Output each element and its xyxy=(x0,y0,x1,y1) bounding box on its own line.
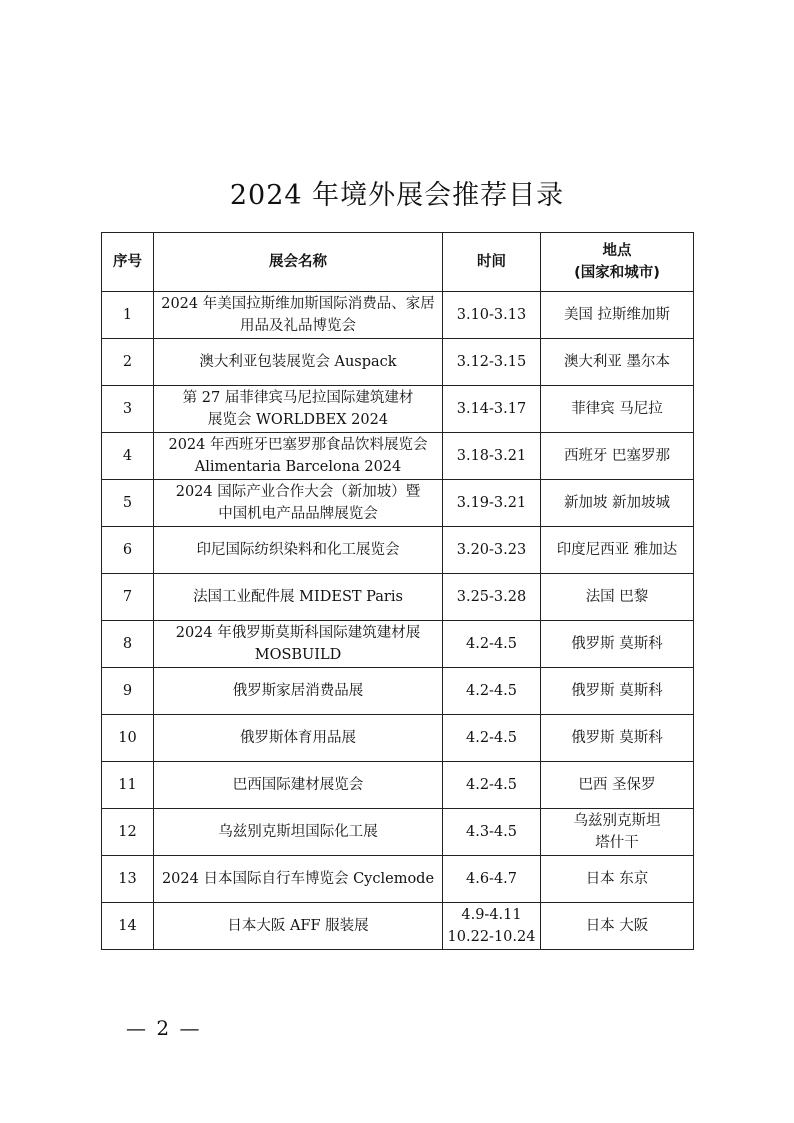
cell-name-line: 澳大利亚包装展览会 Auspack xyxy=(199,354,397,370)
page-number: — 2 — xyxy=(126,1016,202,1040)
cell-name xyxy=(154,339,443,386)
cell-place xyxy=(541,809,694,856)
table-row xyxy=(102,762,694,809)
cell-name-line: 2024 年美国拉斯维加斯国际消费品、家居 xyxy=(161,296,435,312)
cell-place-line: 巴西 圣保罗 xyxy=(578,777,656,793)
cell-name-line: 法国工业配件展 MIDEST Paris xyxy=(193,589,403,605)
header-place-line1: 地点 xyxy=(602,243,632,259)
cell-time xyxy=(443,762,541,809)
cell-no: 8 xyxy=(102,621,154,668)
cell-place-line: 塔什干 xyxy=(595,835,639,851)
cell-time-line: 3.20-3.23 xyxy=(456,542,527,558)
cell-time-line: 4.2-4.5 xyxy=(465,683,518,699)
cell-no: 13 xyxy=(102,856,154,903)
cell-place xyxy=(541,339,694,386)
cell-place xyxy=(541,903,694,950)
cell-time-line: 3.19-3.21 xyxy=(456,495,527,511)
table-header-row xyxy=(102,233,694,292)
cell-place xyxy=(541,527,694,574)
cell-name xyxy=(154,433,443,480)
header-no: 序号 xyxy=(102,233,154,292)
cell-time-line: 3.10-3.13 xyxy=(456,307,527,323)
table-row xyxy=(102,621,694,668)
cell-place-line: 印度尼西亚 雅加达 xyxy=(556,542,678,558)
cell-name xyxy=(154,386,443,433)
cell-name-line: 2024 国际产业合作大会（新加坡）暨 xyxy=(175,484,421,500)
cell-time-line: 3.18-3.21 xyxy=(456,448,527,464)
cell-place xyxy=(541,292,694,339)
cell-time xyxy=(443,386,541,433)
table-row xyxy=(102,668,694,715)
cell-no: 7 xyxy=(102,574,154,621)
cell-place xyxy=(541,386,694,433)
cell-time xyxy=(443,856,541,903)
cell-place xyxy=(541,433,694,480)
cell-name-line: 巴西国际建材展览会 xyxy=(232,777,364,793)
cell-name-line: 2024 年俄罗斯莫斯科国际建筑建材展 xyxy=(175,625,421,641)
cell-place-line: 乌兹别克斯坦 xyxy=(573,813,661,829)
cell-name xyxy=(154,856,443,903)
header-place-line2: (国家和城市) xyxy=(574,265,660,281)
cell-name-line: 俄罗斯体育用品展 xyxy=(240,730,356,746)
cell-place xyxy=(541,715,694,762)
cell-time xyxy=(443,903,541,950)
cell-time xyxy=(443,433,541,480)
cell-place-line: 日本 大阪 xyxy=(585,918,649,934)
table-row xyxy=(102,903,694,950)
cell-no: 11 xyxy=(102,762,154,809)
cell-time xyxy=(443,621,541,668)
cell-time-line: 4.2-4.5 xyxy=(465,636,518,652)
table-row xyxy=(102,386,694,433)
cell-name-line: 乌兹别克斯坦国际化工展 xyxy=(218,824,378,840)
cell-place-line: 俄罗斯 莫斯科 xyxy=(571,636,663,652)
cell-time-line: 4.9-4.11 xyxy=(461,907,522,923)
table-row xyxy=(102,292,694,339)
cell-no: 6 xyxy=(102,527,154,574)
cell-time-line: 3.12-3.15 xyxy=(456,354,527,370)
cell-name xyxy=(154,292,443,339)
header-name: 展会名称 xyxy=(154,233,443,292)
cell-place-line: 新加坡 新加坡城 xyxy=(563,495,671,511)
cell-time-line: 3.25-3.28 xyxy=(456,589,527,605)
cell-time xyxy=(443,668,541,715)
cell-name xyxy=(154,668,443,715)
cell-place xyxy=(541,480,694,527)
cell-name xyxy=(154,715,443,762)
cell-time-line: 4.2-4.5 xyxy=(465,777,518,793)
cell-no: 12 xyxy=(102,809,154,856)
cell-no: 4 xyxy=(102,433,154,480)
cell-name-line: MOSBUILD xyxy=(254,647,342,663)
table-row xyxy=(102,339,694,386)
cell-name-line: 第 27 届菲律宾马尼拉国际建筑建材 xyxy=(182,390,414,406)
cell-name-line: 中国机电产品品牌展览会 xyxy=(218,506,378,522)
cell-name xyxy=(154,903,443,950)
cell-name xyxy=(154,762,443,809)
cell-time xyxy=(443,715,541,762)
table-row xyxy=(102,715,694,762)
cell-time xyxy=(443,339,541,386)
table-row xyxy=(102,527,694,574)
cell-place-line: 法国 巴黎 xyxy=(585,589,649,605)
cell-no: 5 xyxy=(102,480,154,527)
cell-place xyxy=(541,574,694,621)
page-title: 2024 年境外展会推荐目录 xyxy=(229,180,565,211)
cell-name xyxy=(154,809,443,856)
cell-place-line: 澳大利亚 墨尔本 xyxy=(563,354,671,370)
cell-time-line: 3.14-3.17 xyxy=(456,401,527,417)
header-place xyxy=(541,233,694,292)
cell-place xyxy=(541,668,694,715)
table-row xyxy=(102,809,694,856)
cell-name-line: 2024 年西班牙巴塞罗那食品饮料展览会 xyxy=(168,437,428,453)
cell-name-line: Alimentaria Barcelona 2024 xyxy=(194,459,402,475)
table-row xyxy=(102,433,694,480)
cell-no: 1 xyxy=(102,292,154,339)
cell-name-line: 日本大阪 AFF 服装展 xyxy=(227,918,369,934)
cell-name-line: 展览会 WORLDBEX 2024 xyxy=(207,412,389,428)
cell-name-line: 用品及礼品博览会 xyxy=(240,318,356,334)
cell-name-line: 俄罗斯家居消费品展 xyxy=(232,683,364,699)
cell-place xyxy=(541,621,694,668)
cell-name xyxy=(154,480,443,527)
cell-place xyxy=(541,762,694,809)
cell-time xyxy=(443,527,541,574)
cell-place-line: 美国 拉斯维加斯 xyxy=(563,307,671,323)
cell-name xyxy=(154,574,443,621)
cell-name-line: 印尼国际纺织染料和化工展览会 xyxy=(196,542,400,558)
cell-time-line: 4.6-4.7 xyxy=(465,871,518,887)
cell-place-line: 俄罗斯 莫斯科 xyxy=(571,683,663,699)
cell-no: 10 xyxy=(102,715,154,762)
cell-name xyxy=(154,527,443,574)
table-row xyxy=(102,856,694,903)
exhibition-table xyxy=(101,232,694,950)
cell-place xyxy=(541,856,694,903)
cell-place-line: 俄罗斯 莫斯科 xyxy=(571,730,663,746)
cell-time xyxy=(443,480,541,527)
cell-place-line: 日本 东京 xyxy=(585,871,649,887)
cell-time-line: 10.22-10.24 xyxy=(447,929,536,945)
cell-place-line: 西班牙 巴塞罗那 xyxy=(563,448,671,464)
cell-name-line: 2024 日本国际自行车博览会 Cyclemode xyxy=(161,871,435,887)
table-row xyxy=(102,480,694,527)
cell-name xyxy=(154,621,443,668)
cell-time xyxy=(443,292,541,339)
cell-time-line: 4.2-4.5 xyxy=(465,730,518,746)
table-row xyxy=(102,574,694,621)
cell-no: 2 xyxy=(102,339,154,386)
cell-no: 9 xyxy=(102,668,154,715)
cell-time xyxy=(443,574,541,621)
header-time: 时间 xyxy=(443,233,541,292)
cell-place-line: 菲律宾 马尼拉 xyxy=(571,401,663,417)
cell-no: 14 xyxy=(102,903,154,950)
cell-time xyxy=(443,809,541,856)
cell-no: 3 xyxy=(102,386,154,433)
cell-time-line: 4.3-4.5 xyxy=(465,824,518,840)
